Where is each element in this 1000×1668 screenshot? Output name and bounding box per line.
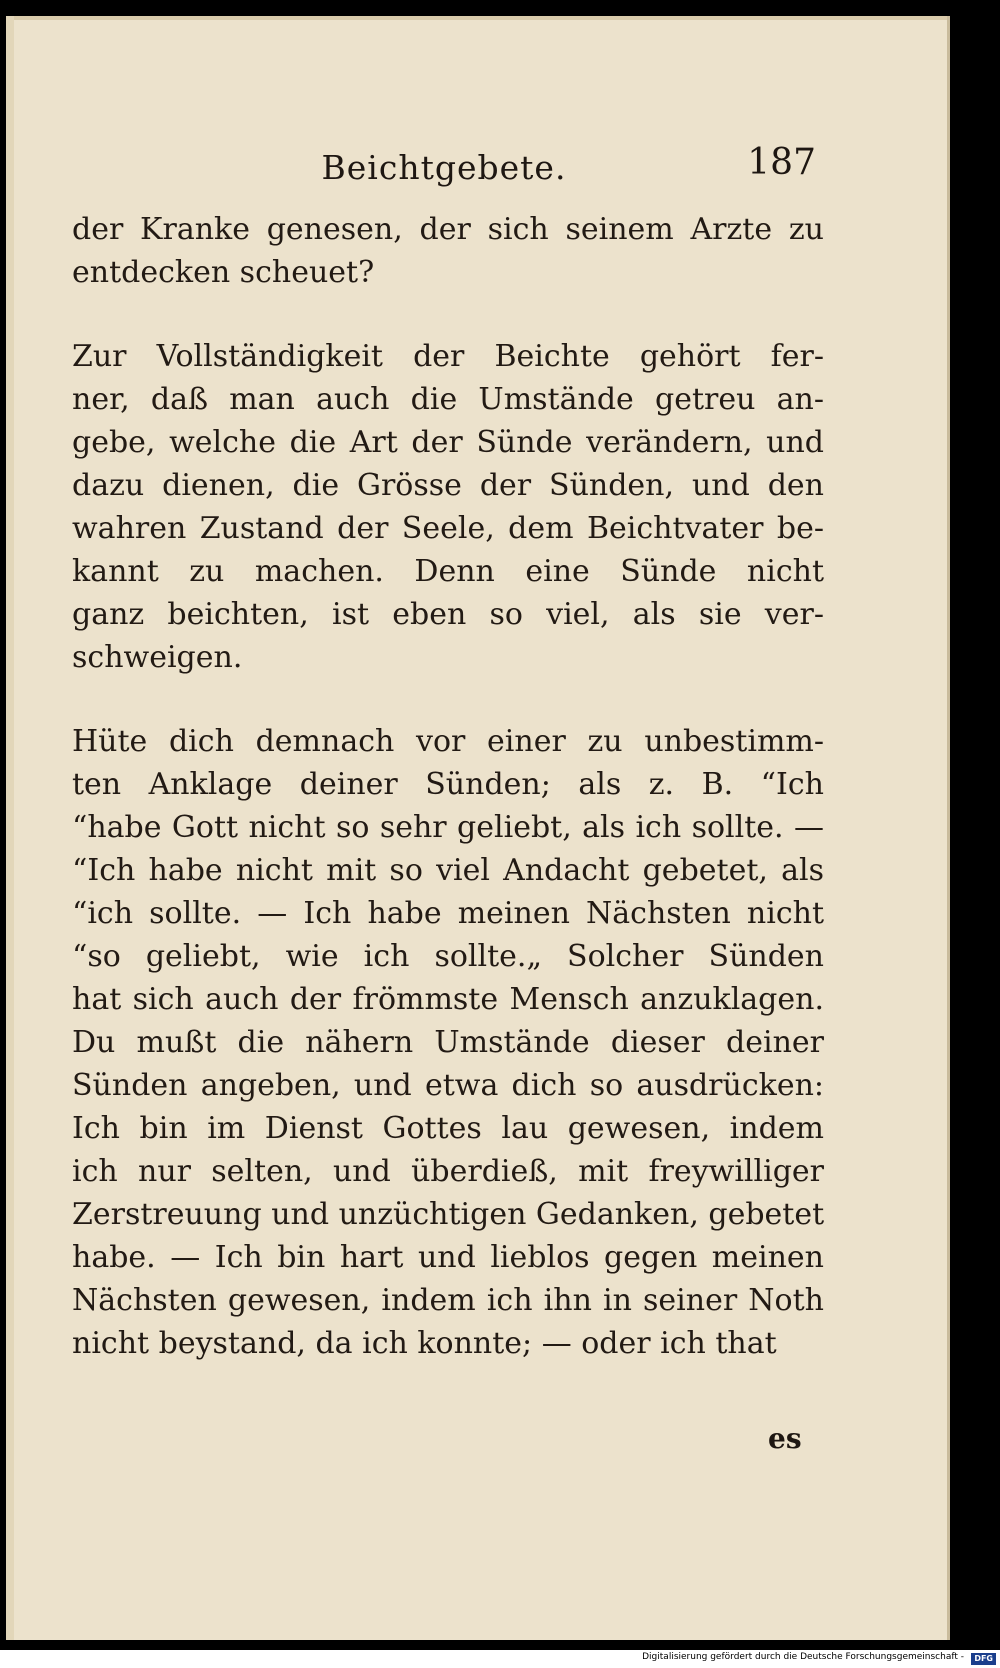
text-line: Zerstreuung und unzüchtigen Gedanken, gebetet	[72, 1197, 824, 1232]
text-line: “Ich habe nicht mit so viel Andacht gebetet, als	[72, 853, 824, 888]
text-line: Hüte dich demnach vor einer zu unbestimm-	[72, 724, 824, 759]
text-line: Zur Vollständigkeit der Beichte gehört fer-	[72, 339, 824, 374]
text-line: entdecken scheuet?	[72, 255, 375, 290]
text-line: Sünden angeben, und etwa dich so ausdrücken:	[72, 1068, 824, 1103]
text-line: Ich bin im Dienst Gottes lau gewesen, indem	[72, 1111, 824, 1146]
running-head: Beichtgebete.	[321, 148, 567, 187]
text-line: “habe Gott nicht so sehr geliebt, als ich sollte. —	[72, 810, 824, 845]
text-line: Du mußt die nähern Umstände dieser deiner	[72, 1025, 824, 1060]
page-top-edge	[6, 16, 947, 20]
text-line: wahren Zustand der Seele, dem Beichtvater be-	[72, 511, 824, 546]
text-line: gebe, welche die Art der Sünde verändern, und	[72, 425, 824, 460]
page-number: 187	[747, 142, 816, 183]
text-line: ganz beichten, ist eben so viel, als sie ver-	[72, 597, 824, 632]
scan-border	[950, 0, 1000, 1668]
page-header	[72, 128, 816, 188]
text-line: “ich sollte. — Ich habe meinen Nächsten nicht	[72, 896, 824, 931]
text-line: ich nur selten, und überdieß, mit freywilliger	[72, 1154, 824, 1189]
text-line: ner, daß man auch die Umstände getreu an-	[72, 382, 824, 417]
text-line: kannt zu machen. Denn eine Sünde nicht	[72, 554, 824, 589]
text-line: “so geliebt, wie ich sollte.„ Solcher Sünden	[72, 939, 824, 974]
text-line: hat sich auch der frömmste Mensch anzuklagen.	[72, 982, 824, 1017]
text-line: Nächsten gewesen, indem ich ihn in seiner Noth	[72, 1283, 824, 1318]
text-line: dazu dienen, die Grösse der Sünden, und den	[72, 468, 824, 503]
page-binding-edge	[6, 16, 14, 1640]
catchword: es	[768, 1422, 802, 1455]
paragraph-break	[72, 294, 824, 335]
footer-credit: Digitalisierung gefördert durch die Deutsche Forschungsgemeinschaft -	[642, 1652, 964, 1662]
dfg-logo: DFG	[971, 1653, 996, 1665]
text-line: schweigen.	[72, 640, 243, 675]
text-line: nicht beystand, da ich konnte; — oder ich that	[72, 1326, 777, 1361]
paragraph-break	[72, 679, 824, 720]
text-line: ten Anklage deiner Sünden; als z. B. “Ich	[72, 767, 824, 802]
text-line: habe. — Ich bin hart und lieblos gegen meinen	[72, 1240, 824, 1275]
body-text	[72, 208, 824, 1365]
digitization-footer	[0, 1650, 1000, 1668]
text-line: der Kranke genesen, der sich seinem Arzte zu	[72, 212, 824, 247]
book-page	[6, 16, 950, 1640]
